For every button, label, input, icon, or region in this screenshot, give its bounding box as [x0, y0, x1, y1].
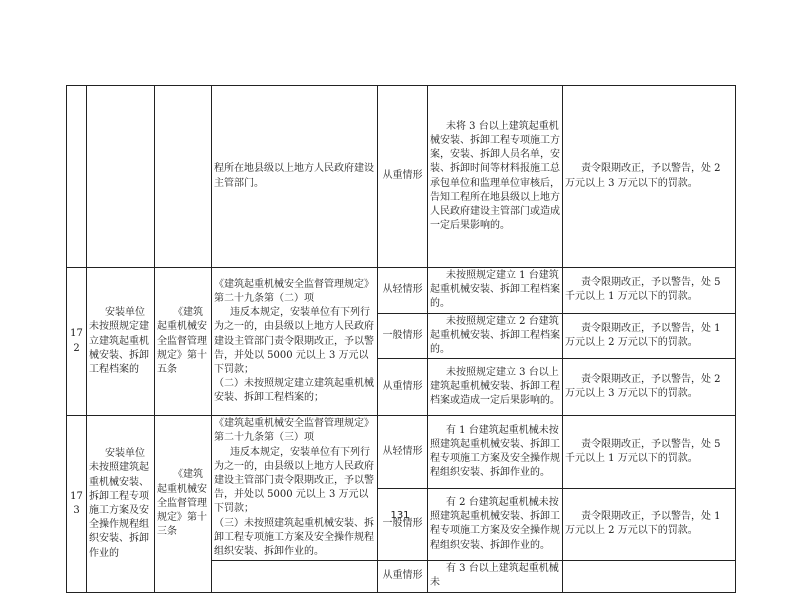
- table-row-continued: [67, 86, 736, 268]
- page-number: 131: [390, 510, 410, 521]
- penalty-text: 责令限期改正，予以警告，处 2 万元以上 3 万元以下的罚款。: [565, 163, 721, 189]
- condition-cell: [428, 86, 563, 268]
- penalty-cell: [563, 268, 736, 314]
- condition-cell: [428, 561, 563, 592]
- basis-cell: [212, 268, 378, 416]
- condition-text: 未按照规定建立 2 台建筑起重机械安装、拆卸工程档案的。: [430, 315, 560, 356]
- basis-paragraph: （三）未按照建筑起重机械安装、拆卸工程专项施工方案及安全操作规程组织安装、拆卸作业的。: [214, 517, 374, 558]
- penalty-cell: [563, 86, 736, 268]
- law-text: 《建筑起重机械安全监督管理规定》第十三条: [157, 469, 207, 538]
- condition-cell: [428, 359, 563, 416]
- basis-paragraph: 违反本规定，安装单位有下列行为之一的，由县级以上地方人民政府建设主管部门责令限期改正，予以警告，并处以 5000 元以上 3 万元以下罚款；: [214, 446, 374, 515]
- law-text: 《建筑起重机械安全监督管理规定》第十五条: [157, 307, 207, 375]
- basis-cell: [212, 416, 378, 561]
- circumstance-cell: [378, 416, 428, 489]
- condition-cell: [428, 313, 563, 359]
- penalty-text: 责令限期改正，予以警告，处 5 千元以上 1 万元以下的罚款。: [565, 277, 721, 303]
- circumstance-cell: [378, 313, 428, 359]
- table-row: [67, 268, 736, 314]
- law-cell: [155, 86, 212, 268]
- basis-cell: [212, 561, 378, 592]
- circumstance-cell: [378, 359, 428, 416]
- circumstance-cell: [378, 561, 428, 592]
- item-number: 172: [70, 328, 83, 354]
- penalty-text: 责令限期改正，予以警告，处 2 万元以上 3 万元以下的罚款。: [565, 374, 721, 400]
- item-cell: [87, 416, 155, 592]
- basis-paragraph: 《建筑起重机械安全监督管理规定》第二十九条第（二）项: [214, 278, 374, 304]
- circumstance-label: 从重情形: [382, 381, 423, 393]
- circumstance-cell: [378, 488, 428, 561]
- condition-cell: [428, 488, 563, 561]
- circumstance-label: 从重情形: [382, 170, 423, 182]
- law-cell: [155, 268, 212, 416]
- law-cell: [155, 416, 212, 592]
- condition-text: 未按照规定建立 1 台建筑起重机械安装、拆卸工程档案的。: [430, 270, 560, 310]
- item-number: 173: [70, 490, 83, 516]
- circumstance-label: 从重情形: [382, 570, 423, 582]
- circumstance-cell: [378, 268, 428, 314]
- penalty-cell: [563, 313, 736, 359]
- circumstance-label: 一般情形: [382, 329, 423, 341]
- circumstance-label: 从轻情形: [382, 284, 423, 296]
- penalty-text: 责令限期改正，予以警告，处 1 万元以上 2 万元以下的罚款。: [565, 511, 721, 537]
- basis-paragraph: 违反本规定，安装单位有下列行为之一的，由县级以上地方人民政府建设主管部门责令限期改正，予以警告，并处以 5000 元以上 3 万元以下罚款；: [214, 307, 374, 375]
- circumstance-label: 从轻情形: [382, 445, 423, 457]
- table-row: [67, 416, 736, 489]
- condition-text: 未将 3 台以上建筑起重机械安装、拆卸工程专项施工方案，安装、拆卸人员名单，安装、拆卸时间等材料报施工总承包单位和监理单位审核后，告知工程所在地县级以上地方人民政府建设主管部门或造成一定后果影响的。: [430, 120, 560, 232]
- condition-text: 未按照规定建立 3 台以上建筑起重机械安装、拆卸工程档案或造成一定后果影响的。: [430, 366, 560, 407]
- condition-text: 有 3 台以上建筑起重机械未: [430, 563, 559, 589]
- penalty-cell: [563, 359, 736, 416]
- penalty-cell: [563, 416, 736, 489]
- condition-cell: [428, 416, 563, 489]
- condition-text: 有 2 台建筑起重机械未按照建筑起重机械安装、拆卸工程专项施工方案及安全操作规程组织安装、拆卸作业的。: [430, 497, 560, 551]
- circumstance-label: 一般情形: [382, 518, 423, 530]
- penalty-text: 责令限期改正，予以警告，处 5 千元以上 1 万元以下的罚款。: [565, 438, 721, 464]
- condition-text: 有 1 台建筑起重机械未按照建筑起重机械安装、拆卸工程专项施工方案及安全操作规程组织安装、拆卸作业的。: [430, 424, 560, 479]
- basis-text: 程所在地县级以上地方人民政府建设主管部门。: [214, 163, 374, 189]
- condition-cell: [428, 268, 563, 314]
- basis-paragraph: （二）未按照规定建立建筑起重机械安装、拆卸工程档案的；: [214, 378, 374, 404]
- item-text: 安装单位未按照建筑起重机械安装、拆卸工程专项施工方案及安全操作规程组织安装、拆卸作业的: [89, 448, 149, 559]
- circumstance-cell: [378, 86, 428, 268]
- no-cell: [67, 86, 87, 268]
- basis-cell: [212, 86, 378, 268]
- penalty-cell: [563, 488, 736, 561]
- basis-paragraph: 《建筑起重机械安全监督管理规定》第二十九条第（三）项: [214, 418, 374, 444]
- item-number-cell: [67, 416, 87, 592]
- penalty-cell: [563, 561, 736, 592]
- item-text: 安装单位未按照规定建立建筑起重机械安装、拆卸工程档案的: [89, 307, 149, 375]
- item-cell: [87, 268, 155, 416]
- penalty-text: 责令限期改正，予以警告，处 1 万元以上 2 万元以下的罚款。: [565, 322, 721, 348]
- item-cell: [87, 86, 155, 268]
- item-number-cell: [67, 268, 87, 416]
